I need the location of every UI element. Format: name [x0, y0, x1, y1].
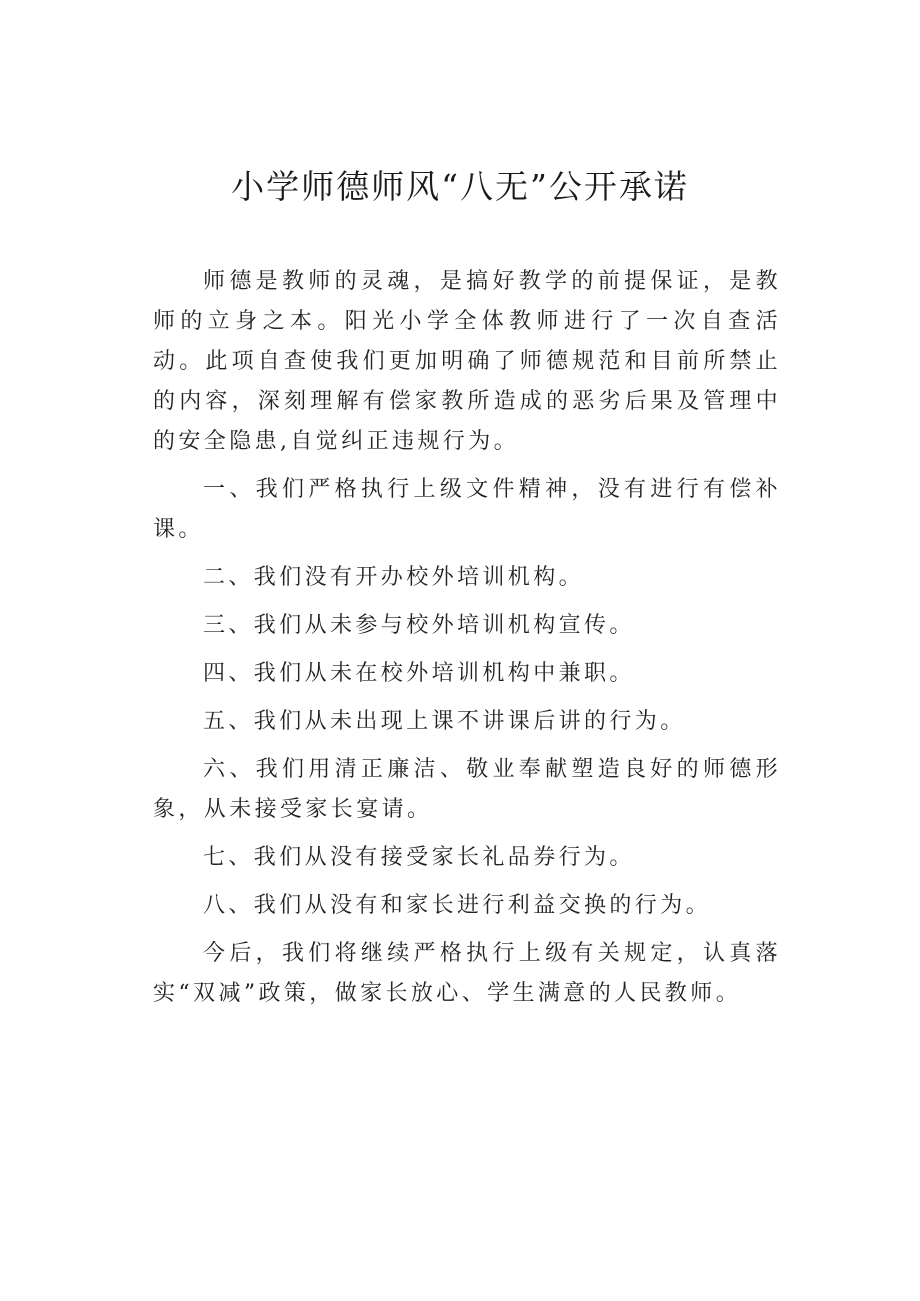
paragraph-item-7: 七、我们从没有接受家长礼品券行为。	[203, 845, 635, 870]
document-body	[153, 262, 781, 1022]
document-title: 小学师德师风“八无”公开承诺	[231, 167, 689, 206]
paragraph-item-1: 一、我们严格执行上级文件精神，没有进行有偿补课。	[153, 477, 781, 542]
paragraph-item-3: 三、我们从未参与校外培训机构宣传。	[203, 613, 635, 638]
paragraph-item-5: 五、我们从未出现上课不讲课后讲的行为。	[203, 709, 686, 734]
paragraph-item-6: 六、我们用清正廉洁、敬业奉献塑造良好的师德形象，从未接受家长宴请。	[153, 757, 781, 822]
paragraph-conclusion: 今后，我们将继续严格执行上级有关规定，认真落实“双减”政策，做家长放心、学生满意的人民教师。	[153, 941, 781, 1006]
paragraph-item-8: 八、我们从没有和家长进行利益交换的行为。	[203, 893, 712, 918]
paragraph-item-2: 二、我们没有开办校外培训机构。	[203, 565, 585, 590]
paragraph-intro: 师德是教师的灵魂，是搞好教学的前提保证，是教师的立身之本。阳光小学全体教师进行了一次自查活动。此项自查使我们更加明确了师德规范和目前所禁止的内容，深刻理解有偿家教所造成的恶劣后果及管理中的安全隐患,自觉纠正违规行为。	[153, 269, 781, 454]
paragraph-item-4: 四、我们从未在校外培训机构中兼职。	[203, 661, 635, 686]
